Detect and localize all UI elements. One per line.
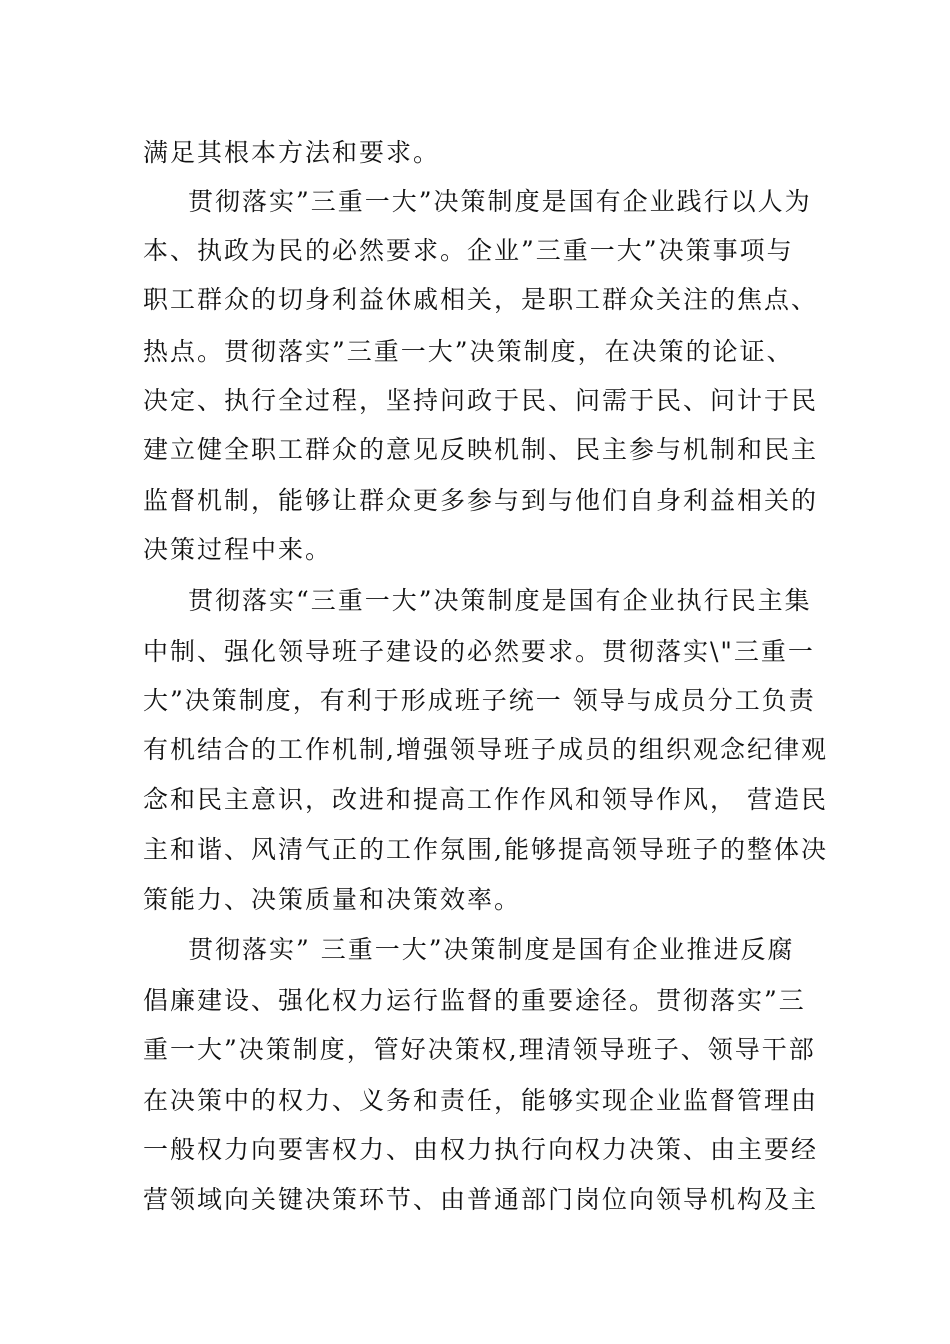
text-line: 策能力、决策质量和决策效率。 [143,885,522,914]
text-line: 有机结合的工作机制,增强领导班子成员的组织观念纪律观 [143,735,828,764]
paragraph-first-line: 贯彻落实“三重一大”决策制度是国有企业执行民主集 [188,586,812,615]
text-line: 念和民主意识，改进和提高工作作风和领导作风， 营造民 [143,785,828,814]
text-line: 倡廉建设、强化权力运行监督的重要途径。贯彻落实”三 [143,986,806,1015]
text-line: 在决策中的权力、义务和责任，能够实现企业监督管理由 [143,1086,819,1115]
text-line: 决定、执行全过程，坚持问政于民、问需于民、问计于民 [143,386,819,415]
text-line: 监督机制，能够让群众更多参与到与他们自身利益相关的 [143,486,819,515]
text-line: 职工群众的切身利益休戚相关，是职工群众关注的焦点、 [143,285,819,314]
text-line: 主和谐、风清气正的工作氛围,能够提高领导班子的整体决 [143,835,828,864]
text-line: 重一大”决策制度，管好决策权,理清领导班子、领导干部 [143,1035,816,1064]
text-line: 一般权力向要害权力、由权力执行向权力决策、由主要经 [143,1135,819,1164]
text-line: 建立健全职工群众的意见反映机制、民主参与机制和民主 [143,435,819,464]
paragraph-first-line: 贯彻落实”三重一大”决策制度是国有企业践行以人为 [188,187,812,216]
text-line: 热点。贯彻落实”三重一大”决策制度，在决策的论证、 [143,337,794,366]
text-line: 决策过程中来。 [143,535,333,564]
text-line: 营领域向关键决策环节、由普通部门岗位向领导机构及主 [143,1185,819,1214]
paragraph-first-line: 贯彻落实” 三重一大”决策制度是国有企业推进反腐 [188,935,795,964]
text-line: 满足其根本方法和要求。 [143,138,441,167]
text-line: 本、执政为民的必然要求。企业”三重一大”决策事项与 [143,236,794,265]
text-line: 中制、强化领导班子建设的必然要求。贯彻落实\"三重一 [143,637,815,666]
text-line: 大”决策制度，有利于形成班子统一 领导与成员分工负责 [143,686,816,715]
